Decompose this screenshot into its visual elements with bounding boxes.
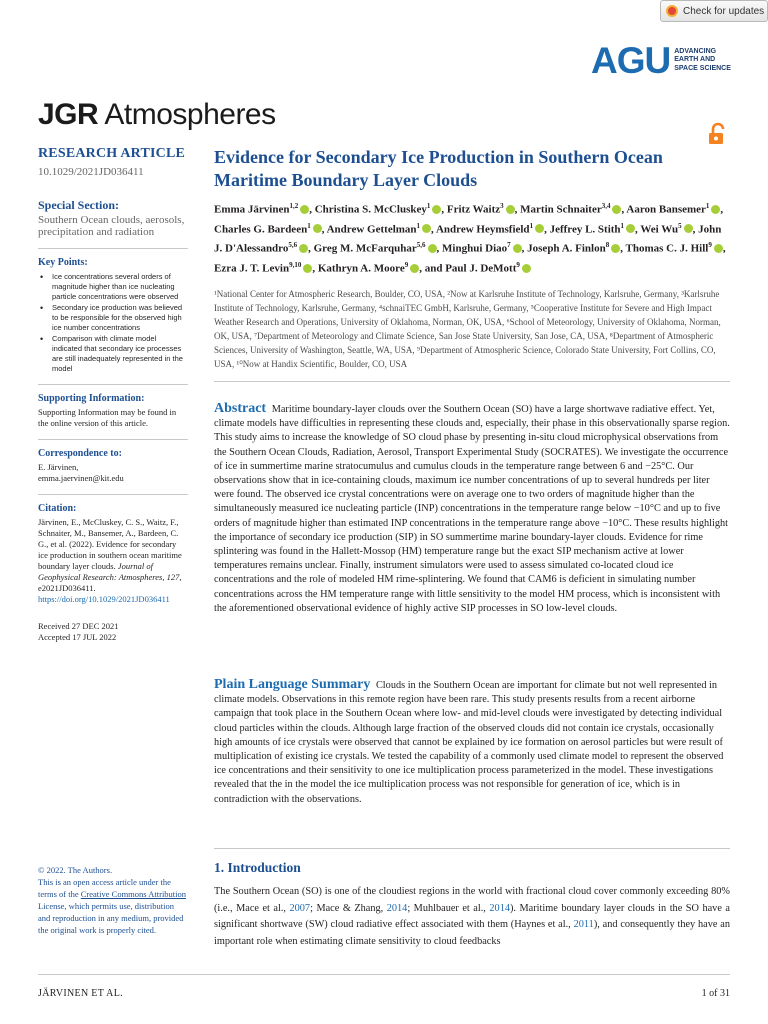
open-access-lock-icon [707, 122, 729, 146]
author-name: Minghui Diao [442, 242, 508, 255]
author-separator: , [431, 223, 436, 236]
citation-doi-link[interactable]: https://doi.org/10.1029/2021JD036411 [38, 594, 170, 604]
author-name: Paul J. DeMott [445, 262, 517, 275]
author-separator: , [692, 223, 699, 236]
author-separator: , [312, 262, 318, 275]
journal-title: JGR Atmospheres [38, 98, 276, 131]
author-separator: , [635, 223, 641, 236]
divider [38, 384, 188, 385]
author-separator: , [620, 242, 626, 255]
affiliations: ¹National Center for Atmospheric Research, Boulder, CO, USA, ²Now at Karlsruhe Institute of Technology, Karlsruhe, Germany, ³Karlsruhe Institute of Technology, Karlsruhe, Germany, ⁴schnaiTEC GmbH, Karlsruhe, Germany, ⁵Cooperative Institute for Severe and High Impact Weather Research and Operations, University of Oklahoma, Norman, OK, USA, ⁶School of Meteorology, University of Oklahoma, Norman, OK, USA, ⁷Department of Meteorology and Climate Science, San Jose State University, San Jose, CA, USA, ⁸Department of Atmospheric Sciences, University of Washington, Seattle, WA, USA, ⁹Department of Atmospheric Science, Colorado State University, Fort Collins, CO, USA, ¹⁰Now at Handix Scientific, Boulder, CO, USA [214, 288, 721, 369]
orcid-icon[interactable] [522, 264, 531, 273]
author-name: John J. D'Alessandro [214, 223, 722, 255]
author-affiliation-number: 9 [404, 260, 409, 269]
agu-logo-tagline: ADVANCING EARTH AND SPACE SCIENCE [674, 47, 731, 72]
citation-text: Järvinen, E., McCluskey, C. S., Waitz, F., Schnaiter, M., Bansemer, A., Bardeen, C. G., et al. (2022). Evidence for secondary ice production in southern ocean maritime boundary layer clouds. Journal of Geophysical Research: Atmospheres, 127, e2021JD036411. https://doi.org/10.1029/2021JD036411 [38, 517, 182, 604]
author-separator: , [436, 242, 443, 255]
author-separator: , [720, 203, 724, 216]
article-type: RESEARCH ARTICLE [38, 146, 186, 161]
orcid-icon[interactable] [513, 244, 522, 253]
author-separator: , [514, 203, 521, 216]
divider [38, 248, 188, 249]
author-name: Charles G. Bardeen [214, 223, 308, 236]
author-affiliation-number: 1 [705, 202, 710, 210]
author-affiliation-number: 9 [516, 260, 520, 269]
orcid-icon[interactable] [299, 244, 308, 253]
supporting-info-title: Supporting Information: [38, 393, 145, 404]
author-separator: , [309, 203, 315, 216]
sidebar [38, 146, 188, 643]
footer-authors: JÄRVINEN ET AL. [38, 988, 123, 999]
orcid-icon[interactable] [428, 244, 437, 253]
article-doi: 10.1029/2021JD036411 [38, 166, 144, 178]
divider [38, 974, 730, 975]
author-name: Fritz Waitz [446, 203, 501, 216]
author-affiliation-number: 1,2 [289, 202, 299, 210]
orcid-icon[interactable] [313, 224, 322, 233]
orcid-icon[interactable] [535, 224, 544, 233]
author-affiliation-number: 1 [426, 202, 431, 210]
author-affiliation-number: 5,6 [416, 241, 426, 250]
key-points-title: Key Points: [38, 257, 88, 268]
check-for-updates-button[interactable] [660, 0, 768, 22]
citation-title: Citation: [38, 503, 77, 514]
orcid-icon[interactable] [410, 264, 419, 273]
divider [214, 848, 730, 849]
received-date: Received 27 DEC 2021 [38, 621, 119, 631]
author-affiliation-number: 1 [307, 221, 311, 230]
author-conjunction: and [421, 262, 446, 275]
orcid-icon[interactable] [506, 205, 515, 214]
author-affiliation-number: 1 [620, 221, 625, 230]
divider [38, 494, 188, 495]
author-separator: , [321, 223, 327, 236]
article-title: Evidence for Secondary Ice Production in Southern Ocean Maritime Boundary Layer Clouds [214, 147, 663, 190]
author-affiliation-number: 1 [416, 221, 421, 230]
author-affiliation-number: 3 [500, 202, 504, 210]
citation-link[interactable]: 2014 [489, 902, 510, 914]
divider [38, 439, 188, 440]
license-link[interactable]: Creative Commons Attribution [80, 889, 187, 899]
accepted-date: Accepted 17 JUL 2022 [38, 632, 117, 642]
author-name: Kathryn A. Moore [317, 262, 405, 275]
correspondence-title: Correspondence to: [38, 448, 122, 459]
citation-link[interactable]: 2011 [573, 919, 594, 930]
orcid-icon[interactable] [684, 224, 693, 233]
author-name: Joseph A. Finlon [527, 242, 606, 255]
page-number: 1 of 31 [701, 988, 730, 999]
author-separator: , [544, 223, 550, 236]
key-point: • Ice concentrations several orders of magnitude higher than ice nucleating particle concentrations were observed [38, 272, 188, 302]
key-point: • Comparison with climate model indicated that secondary ice processes are still inadequately represented in the model [38, 334, 188, 374]
author-separator: , [419, 262, 422, 275]
author-separator: , [521, 242, 528, 255]
copyright-notice: © 2022. The Authors. This is an open access article under the terms of the Creative Commons Attribution License, which permits use, distribution and reproduction in any medium, provided the original work is properly cited. [38, 865, 187, 935]
citation-link[interactable]: 2007 [289, 902, 311, 914]
special-section-body: Southern Ocean clouds, aerosols, precipitation and radiation [38, 214, 185, 238]
author-affiliation-number: 5,6 [288, 241, 298, 250]
key-points-list [38, 272, 188, 374]
pls-heading: Plain Language Summary [214, 677, 371, 692]
article-header [214, 146, 730, 382]
agu-logo [591, 42, 744, 79]
author-separator: , [308, 242, 314, 255]
author-separator: , [441, 203, 447, 216]
author-affiliation-number: 1 [529, 221, 534, 230]
abstract-heading: Abstract [214, 401, 267, 416]
author-name: Aaron Bansemer [626, 203, 706, 216]
author-separator: , [722, 242, 726, 255]
divider [214, 381, 730, 382]
check-for-updates-label: Check for updates [683, 5, 765, 17]
correspondence-name: E. Järvinen, [38, 462, 79, 472]
introduction-heading: 1. Introduction [214, 860, 301, 875]
abstract [214, 402, 730, 616]
citation-link[interactable]: 2014 [386, 902, 408, 914]
author-separator: , [621, 203, 627, 216]
crossmark-icon [666, 5, 678, 17]
author-affiliation-number: 9 [708, 241, 712, 250]
author-name: Emma Järvinen [214, 203, 290, 216]
orcid-icon[interactable] [300, 205, 309, 214]
author-name: Thomas C. J. Hill [625, 242, 709, 255]
introduction-text: The Southern Ocean (SO) is one of the cloudiest regions in the world with fractional cloud cover commonly exceeding 80% (i.e., Mace et al., 2007; Mace & Zhang, 2014; Muhlbauer et al., 2014). Maritime boundary layer clouds in the SO have a significant shortwave (SW) cloud radiative effect associated with them (Haynes et al., 2011), and consequently they have an important role when estimating climate sensitivity to cloud feedbacks [214, 886, 730, 947]
author-affiliation-number: 7 [507, 241, 511, 250]
author-name: Wei Wu [640, 223, 679, 236]
author-affiliation-number: 5 [678, 221, 682, 230]
orcid-icon[interactable] [303, 264, 312, 273]
author-affiliation-number: 9,10 [289, 260, 302, 269]
author-name: Martin Schnaiter [520, 203, 602, 216]
plain-language-summary [214, 678, 730, 807]
author-name: Christina S. McCluskey [314, 203, 427, 216]
author-list [214, 198, 730, 277]
special-section-title: Special Section: [38, 198, 119, 212]
author-name: Andrew Heymsfield [435, 223, 530, 236]
author-affiliation-number: 3,4 [601, 202, 611, 210]
author-name: Andrew Gettelman [326, 223, 417, 236]
pls-text: Clouds in the Southern Ocean are important for climate but not well represented in climate models. Observations in this remote region have been rare. This study presents results from a recent airborne campaign that took place in the Southern Ocean where low- and mid-level clouds were investigated by detecting individual cloud particles within the clouds. Although large fraction of the observed clouds did not contain ice crystals, occasionally high amounts of ice crystals were observed that cannot be explained by ice formation on aerosol particles but were result of multiplication of existing ice crystals. We tested the capability of a commonly used climate model to represent the observed ice concentrations and their sensitivity to one ice multiplication process parameterized in the model. These investigations revealed that the in the model the ice multiplication process was not responsible for generation of ice, which is in contradiction with the observations. [214, 680, 724, 805]
author-affiliation-number: 8 [605, 241, 610, 250]
orcid-icon[interactable] [626, 224, 635, 233]
correspondence-email-link[interactable]: emma.jaervinen@kit.edu [38, 473, 124, 483]
author-name: Jeffrey L. Stith [549, 223, 621, 236]
supporting-info-body: Supporting Information may be found in the online version of this article. [38, 407, 177, 428]
author-name: Ezra J. T. Levin [214, 262, 290, 275]
agu-logo-mark: AGU [591, 40, 671, 81]
author-name: Greg M. McFarquhar [313, 242, 417, 255]
orcid-icon[interactable] [422, 224, 431, 233]
orcid-icon[interactable] [611, 244, 620, 253]
key-point: • Secondary ice production was believed to be responsible for the observed high ice number concentrations [38, 303, 188, 333]
orcid-icon[interactable] [714, 244, 723, 253]
abstract-text: Maritime boundary-layer clouds over the Southern Ocean (SO) have a large shortwave radiative effect. Yet, climate models have difficulties in representing these clouds and, especially, their phase in this observationally sparse region. This study aims to increase the knowledge of SO cloud phase by presenting in-situ cloud microphysical observations from the Southern Ocean Clouds, Radiation, Aerosol, Transport Experimental Study (SOCRATES). We investigate the occurrence of ice in summertime marine stratocumulus and cumulus clouds in the temperature range between 6 and −25°C. Our observations show that in ice-containing clouds, maximum ice number concentrations of up to several hundreds per liter were found. The observed ice crystal concentrations were on average one to two orders of magnitude higher than the simultaneously measured ice nucleating particle (INP) concentrations in the temperature range below −10°C and up to five orders of magnitude higher than estimated INP concentrations in the temperature range above −10°C. These results highlight the importance of secondary ice production (SIP) in SO summertime marine boundary-layer clouds. Evidence for rime splintering was found in the Hallett-Mossop (HM) temperature range but the exact SIP mechanism active at lower temperatures remains unclear. Finally, instrument simulators were used to assess simulated co-located cloud ice concentrations and the role of modeled HM rime-splintering. We found that CAM6 is deficient in simulating number concentrations across the HM temperature range with little sensitivity to the model HM process, which is inconsistent with the aforementioned observational evidence of highly active SIP processes in SO low-level clouds. [214, 404, 730, 614]
